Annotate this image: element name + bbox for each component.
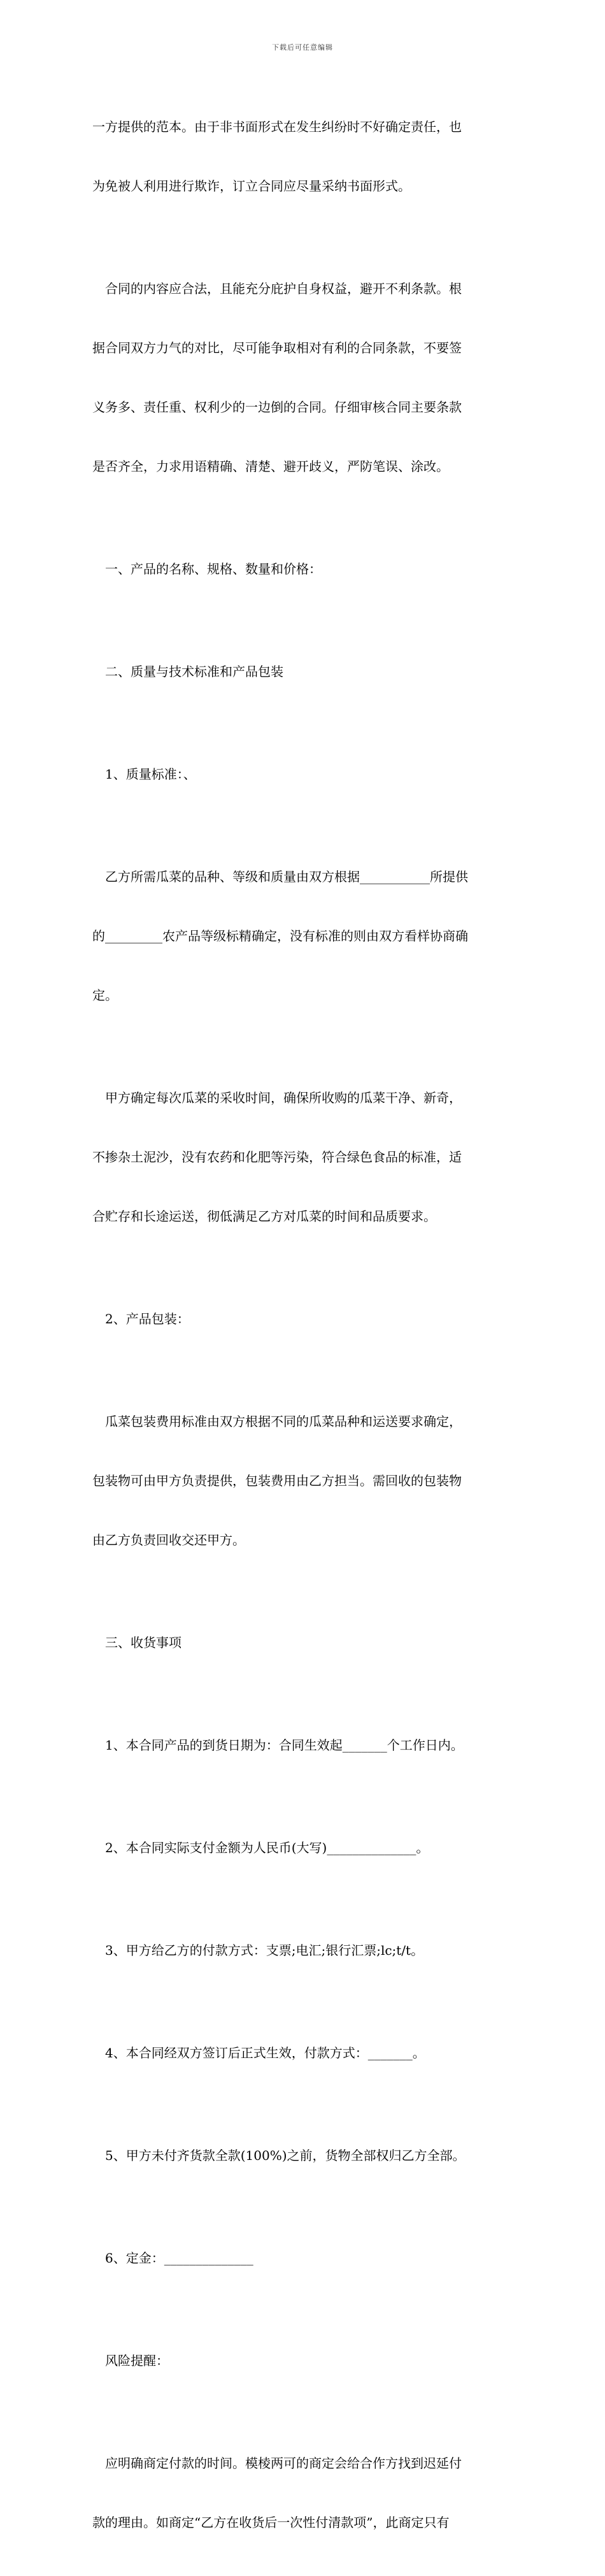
paragraph-2: [92, 240, 516, 516]
text-line: 定。: [92, 988, 118, 1003]
text-line: 甲方确定每次瓜菜的采收时间，确保所收购的瓜菜干净、新奇，: [105, 1090, 462, 1105]
document-body: [92, 78, 516, 2576]
text-line: 义务多、责任重、权利少的一边倒的合同。仔细审核合同主要条款: [92, 399, 462, 415]
text-line: 三、收货事项: [105, 1635, 182, 1650]
text-line: 2、产品包装：: [105, 1311, 190, 1327]
text-line: 瓜菜包装费用标准由双方根据不同的瓜菜品种和运送要求确定，: [105, 1414, 462, 1429]
paragraph-packaging: [92, 1372, 516, 1590]
text-line: 一、产品的名称、规格、数量和价格：: [105, 561, 322, 577]
text-line: 4、本合同经双方签订后正式生效，付款方式：_______。: [105, 2045, 425, 2061]
text-line: 款的理由。如商定“乙方在收货后一次性付清款项”，此商定只有: [92, 2515, 450, 2530]
text-line: 的_________农产品等级标精确定，没有标准的则由双方看样协商确: [92, 928, 468, 944]
text-line: 5、甲方未付齐货款全款(100%)之前，货物全部权归乙方全部。: [105, 2148, 466, 2163]
list-item-6: [92, 2209, 516, 2308]
text-line: 2、本合同实际支付金额为人民币(大写)______________。: [105, 1840, 429, 1855]
text-line: 合贮存和长途运送，彻低满足乙方对瓜菜的时间和品质要求。: [92, 1209, 436, 1224]
text-line: 乙方所需瓜菜的品种、等级和质量由双方根据___________所提供: [105, 869, 468, 884]
text-line: 1、本合同产品的到货日期为：合同生效起_______个工作日内。: [105, 1738, 464, 1753]
text-line: 为免被人利用进行欺诈，订立合同应尽量采纳书面形式。: [92, 178, 411, 194]
subheading-quality: [92, 725, 516, 824]
text-line: 6、定金：______________: [105, 2250, 253, 2266]
text-line: 3、甲方给乙方的付款方式：支票;电汇;银行汇票;lc;t/t。: [105, 1943, 424, 1958]
text-line: 一方提供的范本。由于非书面形式在发生纠纷时不好确定责任，也: [92, 119, 462, 134]
text-line: 二、质量与技术标准和产品包装: [105, 664, 283, 679]
list-item-3: [92, 1901, 516, 2000]
text-line: 不掺杂土泥沙，没有农药和化肥等污染，符合绿色食品的标准，适: [92, 1149, 462, 1165]
text-line: 据合同双方力气的对比，尽可能争取相对有利的合同条款，不要签: [92, 340, 462, 356]
risk-heading: [92, 2312, 516, 2410]
text-line: 由乙方负责回收交还甲方。: [92, 1532, 245, 1548]
list-item-1: [92, 1696, 516, 1795]
section-heading-3: [92, 1594, 516, 1692]
paragraph-risk: [92, 2414, 516, 2572]
paragraph-1: [92, 78, 516, 236]
list-item-5: [92, 2106, 516, 2205]
subheading-packaging: [92, 1270, 516, 1369]
text-line: 1、质量标准：、: [105, 766, 196, 782]
list-item-4: [92, 2004, 516, 2103]
paragraph-quality: [92, 828, 516, 1045]
list-item-2: [92, 1799, 516, 1897]
text-line: 应明确商定付款的时间。模棱两可的商定会给合作方找到迟延付: [105, 2456, 462, 2471]
page-header: 下载后可任意编辑: [272, 43, 333, 52]
text-line: 合同的内容应合法，且能充分庇护自身权益，避开不利条款。根: [105, 281, 462, 296]
section-heading-1: [92, 520, 516, 619]
paragraph-harvest: [92, 1049, 516, 1266]
text-line: 是否齐全，力求用语精确、清楚、避开歧义，严防笔误、涂改。: [92, 459, 449, 474]
text-line: 包装物可由甲方负责提供，包装费用由乙方担当。需回收的包装物: [92, 1473, 462, 1488]
section-heading-2: [92, 622, 516, 721]
text-line: 风险提醒：: [105, 2353, 169, 2368]
